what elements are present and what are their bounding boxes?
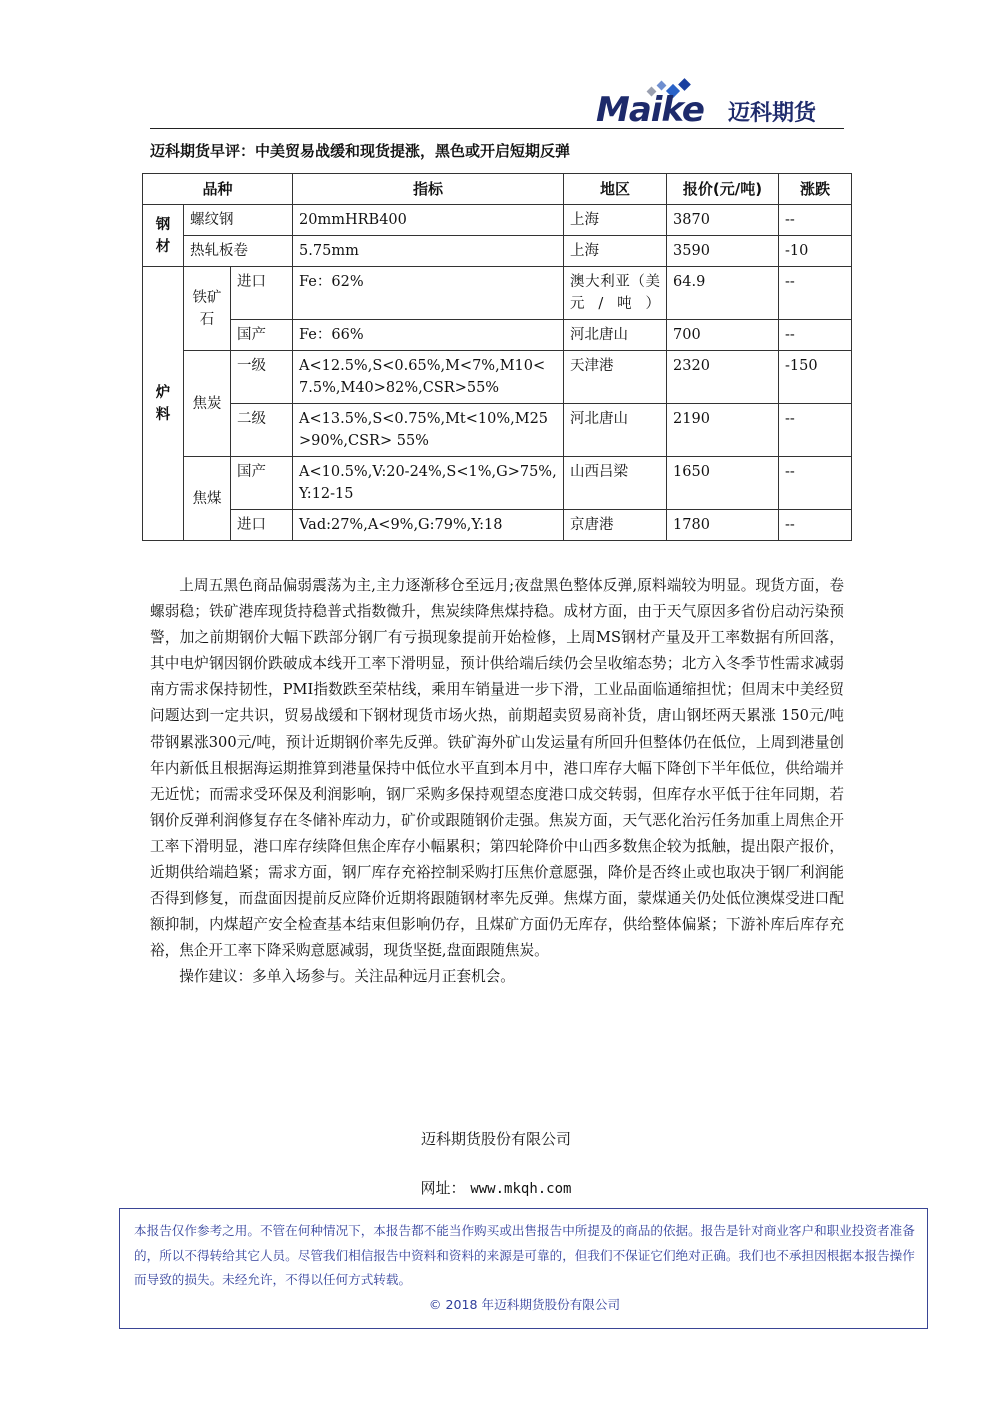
- sub-type: 一级: [231, 351, 293, 404]
- website-line: [0, 1177, 992, 1198]
- analysis-paragraph: 上周五黑色商品偏弱震荡为主,主力逐渐移仓至远月;夜盘黑色整体反弹,原料端较为明显。现货方面，卷螺弱稳；铁矿港库现货持稳普式指数微升，焦炭续降焦煤持稳。成材方面，由于天气原因多省份启动污染预警，加之前期钢价大幅下跌部分钢厂有亏损现象提前开始检修，上周MS钢材产量及开工率数据有所回落，其中电炉钢因钢价跌破成本线开工率下滑明显，预计供给端后续仍会呈收缩态势；北方入冬季节性需求减弱南方需求保持韧性，PMI指数跌至荣枯线，乘用车销量进一步下滑，工业品面临通缩担忧；但周末中美经贸问题达到一定共识，贸易战缓和下钢材现货市场火热，前期超卖贸易商补货，唐山钢坯两天累涨 150元/吨带钢累涨300元/吨，预计近期钢价率先反弹。铁矿海外矿山发运量有所回升但整体仍在低位，上周到港量创年内新低且根据海运期推算到港量保持中低位水平直到本月中，港口库存大幅下降创下半年低位，供给端并无近忧；而需求受环保及利润影响，钢厂采购多保持观望态度港口成交转弱，但库存水平低于往年同期，若钢价反弹利润修复存在冬储补库动力，矿价或跟随钢价走强。焦炭方面，天气恶化治污任务加重上周焦企开工率下滑明显，港口库存续降但焦企库存小幅累积；第四轮降价中山西多数焦企较为抵触，提出限产报价，近期供给端趋紧；需求方面，钢厂库存充裕控制采购打压焦价意愿强，降价是否终止或也取决于钢厂利润能否得到修复，而盘面因提前反应降价近期将跟随钢材率先反弹。焦煤方面，蒙煤通关仍处低位澳煤受进口配额抑制，内煤超产安全检查基本结束但影响仍存，且煤矿方面仍无库存，供给整体偏紧；下游补库后库存充裕，焦企开工率下降采购意愿减弱，现货坚挺,盘面跟随焦炭。: [150, 577, 844, 960]
- logo-chinese-name: 迈科期货: [728, 101, 817, 126]
- region-cell: 上海: [564, 236, 667, 267]
- change-cell: --: [779, 457, 852, 510]
- sub-type: 进口: [231, 510, 293, 541]
- logo-wordmark: Maike: [596, 90, 704, 130]
- region-cell: 山西吕梁: [564, 457, 667, 510]
- header-price: 报价(元/吨): [667, 174, 779, 205]
- category-steel: 钢材: [143, 205, 184, 267]
- change-cell: --: [779, 320, 852, 351]
- change-cell: --: [779, 205, 852, 236]
- variety-name: 热轧板卷: [184, 236, 293, 267]
- header-variety: 品种: [143, 174, 293, 205]
- header-divider: [150, 128, 844, 129]
- variety-iron-ore: 铁矿石: [184, 267, 231, 351]
- indicator-cell: 5.75mm: [293, 236, 564, 267]
- indicator-cell: Fe：62%: [293, 267, 564, 320]
- variety-name: 螺纹钢: [184, 205, 293, 236]
- region-cell: 河北唐山: [564, 404, 667, 457]
- table-row: [143, 236, 852, 267]
- sub-type: 进口: [231, 267, 293, 320]
- price-table: [142, 173, 852, 541]
- header-indicator: 指标: [293, 174, 564, 205]
- table-row: [143, 320, 852, 351]
- change-cell: -10: [779, 236, 852, 267]
- table-header-row: [143, 174, 852, 205]
- price-cell: 2190: [667, 404, 779, 457]
- company-name: 迈科期货股份有限公司: [420, 1130, 571, 1148]
- region-cell: 上海: [564, 205, 667, 236]
- sub-type: 国产: [231, 457, 293, 510]
- table-row: [143, 510, 852, 541]
- table-row: [143, 267, 852, 320]
- indicator-cell: A<10.5%,V:20-24%,S<1%,G>75%,Y:12-15: [293, 457, 564, 510]
- report-title: 迈科期货早评：中美贸易战缓和现货提涨，黑色或开启短期反弹: [150, 142, 571, 160]
- price-cell: 1780: [667, 510, 779, 541]
- header-region: 地区: [564, 174, 667, 205]
- region-cell: 京唐港: [564, 510, 667, 541]
- indicator-cell: A<13.5%,S<0.75%,Mt<10%,M25>90%,CSR> 55%: [293, 404, 564, 457]
- website-label: 网址：: [420, 1179, 466, 1197]
- table-row: [143, 457, 852, 510]
- change-cell: -150: [779, 351, 852, 404]
- maike-logo: [596, 78, 844, 128]
- indicator-cell: Vad:27%,A<9%,G:79%,Y:18: [293, 510, 564, 541]
- indicator-cell: A<12.5%,S<0.65%,M<7%,M10<7.5%,M40>82%,CSR>55%: [293, 351, 564, 404]
- indicator-cell: 20mmHRB400: [293, 205, 564, 236]
- region-cell: 澳大利亚（美元/吨）: [564, 267, 667, 320]
- website-link[interactable]: www.mkqh.com: [470, 1181, 572, 1197]
- price-cell: 3590: [667, 236, 779, 267]
- variety-coking-coal: 焦煤: [184, 457, 231, 541]
- price-cell: 2320: [667, 351, 779, 404]
- region-cell: 天津港: [564, 351, 667, 404]
- change-cell: --: [779, 267, 852, 320]
- sub-type: 二级: [231, 404, 293, 457]
- report-body: [150, 573, 844, 991]
- table-row: [143, 351, 852, 404]
- change-cell: --: [779, 510, 852, 541]
- advice-paragraph: 操作建议：多单入场参与。关注品种远月正套机会。: [179, 968, 515, 986]
- indicator-cell: Fe：66%: [293, 320, 564, 351]
- disclaimer-text: 本报告仅作参考之用。不管在何种情况下，本报告都不能当作购买或出售报告中所提及的商品的依据。报告是针对商业客户和职业投资者准备的，所以不得转给其它人员。尽管我们相信报告中资料和资料的来源是可靠的，但我们不保证它们绝对正确。我们也不承担因根据本报告操作而导致的损失。未经允许，不得以任何方式转载。: [134, 1223, 915, 1287]
- header-change: 涨跌: [779, 174, 852, 205]
- category-furnace: 炉料: [143, 267, 184, 541]
- disclaimer-box: [119, 1208, 928, 1329]
- variety-coke: 焦炭: [184, 351, 231, 457]
- table-row: [143, 404, 852, 457]
- copyright: © 2018 年迈科期货股份有限公司: [428, 1296, 621, 1312]
- sub-type: 国产: [231, 320, 293, 351]
- price-cell: 1650: [667, 457, 779, 510]
- change-cell: --: [779, 404, 852, 457]
- table-row: [143, 205, 852, 236]
- price-cell: 3870: [667, 205, 779, 236]
- price-cell: 64.9: [667, 267, 779, 320]
- region-cell: 河北唐山: [564, 320, 667, 351]
- price-cell: 700: [667, 320, 779, 351]
